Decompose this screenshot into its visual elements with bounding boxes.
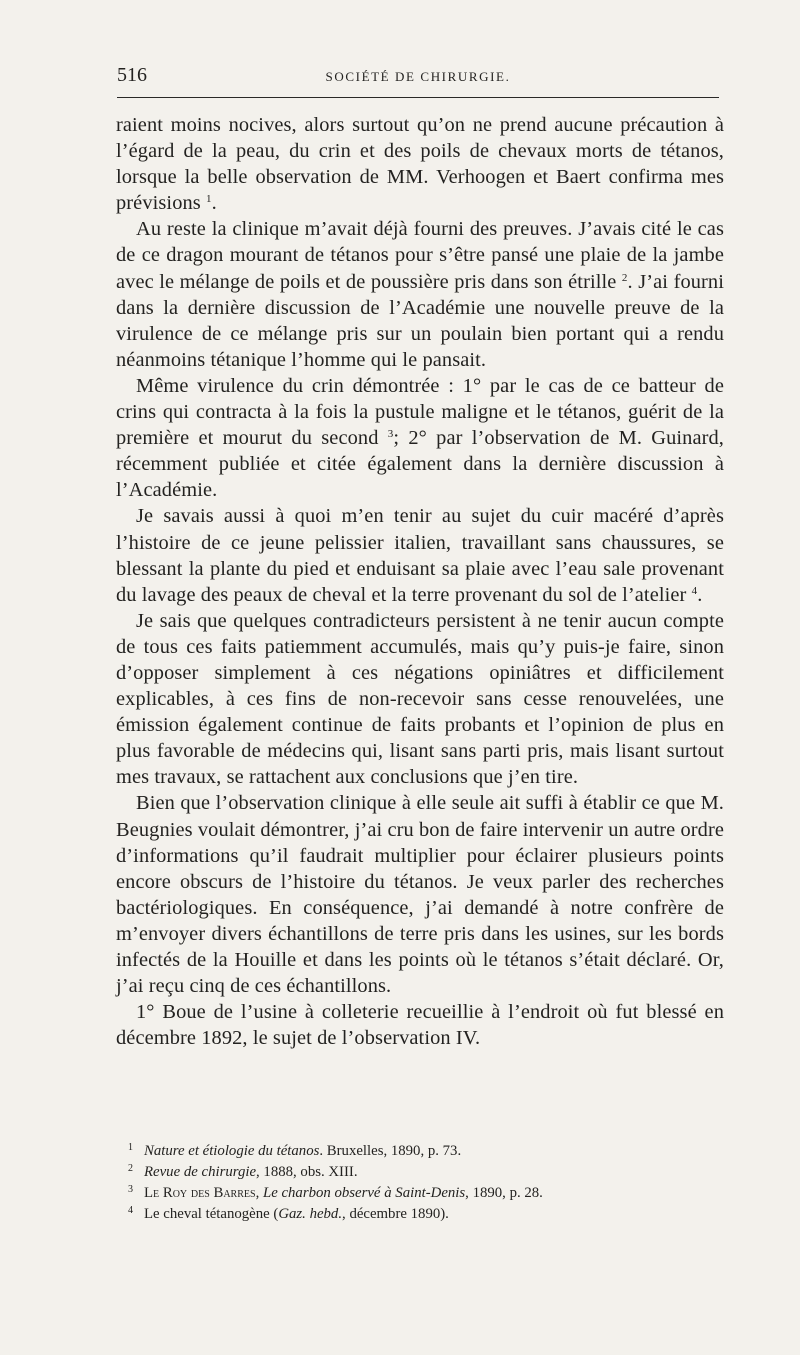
footnote-ref-4: 4 bbox=[691, 584, 698, 597]
body-text bbox=[116, 112, 724, 1051]
footnote-2: 2 Revue de chirurgie, 1888, obs. XIII. bbox=[128, 1163, 358, 1180]
footnotes bbox=[128, 1141, 728, 1225]
page-header bbox=[117, 62, 719, 92]
paragraph-5: Je sais que quelques contradicteurs persistent à ne tenir aucun compte de tous ces faits patiemment accumulés, mais qu’y puis-je faire, sinon d’opposer simplement à ces négations opiniâtres et difficilement explicables, à ces fins de non-recevoir sans cesse renouvelées, une émission également continue de faits probants et l’opinion de plus en plus favorable de médecins qui, lisant sans parti pris, mais lisant surtout mes travaux, se rattachent aux conclusions que j’en tire. bbox=[116, 609, 724, 789]
running-title: SOCIÉTÉ DE CHIRURGIE. bbox=[325, 69, 511, 84]
paragraph-1: raient moins nocives, alors surtout qu’on ne prend aucune précaution à l’égard de la peau, du crin et des poils de chevaux morts de tétanos, lorsque la belle observation de MM. Verhoogen et Baert confirma mes prévisions $^1$. bbox=[116, 114, 724, 215]
footnote-ref-1: 1 bbox=[206, 193, 212, 206]
paragraph-2: Au reste la clinique m’avait déjà fourni des preuves. J’avais cité le cas de ce dragon mourant de tétanos pour s’être pansé une plaie de la jambe avec le mélange de poils et de poussière pris dans son étrille $^2$. J’ai fourni dans la dernière discussion de l’Académie une nouvelle preuve de la virulence de ce mélange pris sur un poulain bien portant qui a rendu néanmoins tétanique l’homme qui le pansait. bbox=[116, 218, 724, 371]
footnote-4: 4 Le cheval tétanogène (Gaz. hebd., décembre 1890). bbox=[128, 1205, 449, 1222]
header-rule bbox=[117, 97, 719, 98]
footnote-ref-2: 2 bbox=[621, 271, 628, 284]
footnote-1: 1 Nature et étiologie du tétanos. Bruxelles, 1890, p. 73. bbox=[128, 1142, 462, 1159]
footnote-3: 3 Le Roy des Barres, Le charbon observé à Saint-Denis, 1890, p. 28. bbox=[128, 1184, 543, 1201]
paragraph-6: Bien que l’observation clinique à elle seule ait suffi à établir ce que M. Beugnies voulait démontrer, j’ai cru bon de faire intervenir un autre ordre d’informations qu’il faudrait multiplier pour éclairer plusieurs points encore obscurs de l’histoire du tétanos. Je veux parler des recherches bactériologiques. En conséquence, j’ai demandé à notre confrère de m’envoyer divers échantillons de terre pris dans les usines, sur les bords infectés de la Houille et dans les points où le tétanos s’était déclaré. Or, j’ai reçu cinq de ces échantillons. bbox=[116, 792, 724, 998]
page-number: 516 bbox=[117, 64, 147, 86]
footnote-ref-3: 3 bbox=[387, 428, 394, 441]
paragraph-4: Je savais aussi à quoi m’en tenir au sujet du cuir macéré d’après l’histoire de ce jeune pelissier italien, travaillant sans chaussures, se blessant la plante du pied et enduisant sa plaie avec l’eau sale provenant du lavage des peaux de cheval et la terre provenant du sol de l’atelier $^4$. bbox=[116, 505, 724, 606]
paragraph-7: 1° Boue de l’usine à colleterie recueillie à l’endroit où fut blessé en décembre 1892, le sujet de l’observation IV. bbox=[116, 1001, 724, 1050]
paragraph-3: Même virulence du crin démontrée : 1° par le cas de ce batteur de crins qui contracta à la fois la pustule maligne et le tétanos, guérit de la première et mourut du second $^3$; 2° par l’observation de M. Guinard, récemment publiée et citée également dans la dernière discussion à l’Académie. bbox=[116, 374, 724, 502]
